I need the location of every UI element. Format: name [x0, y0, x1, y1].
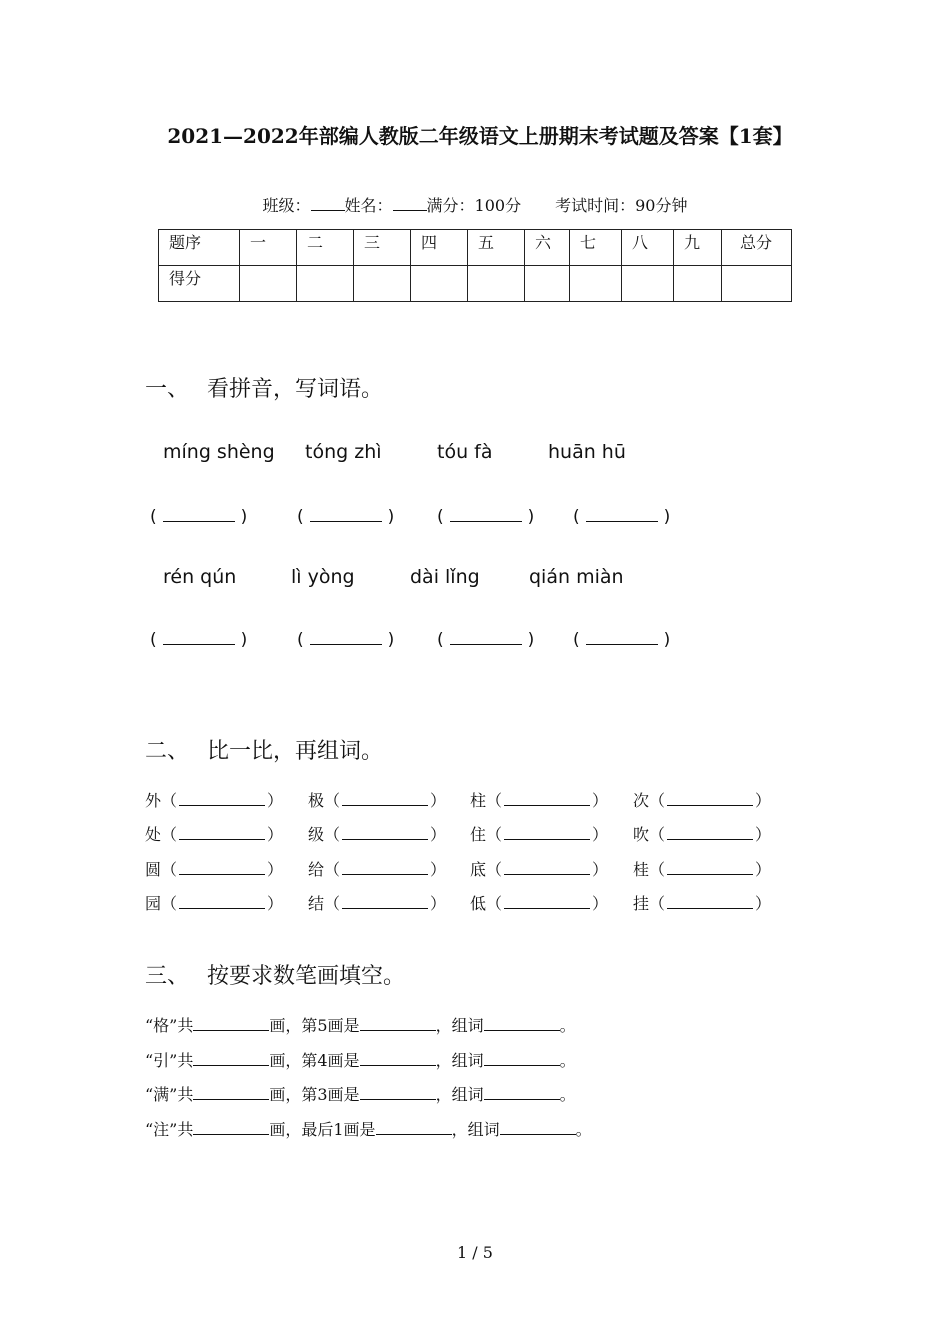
score-header-cell: 题序: [159, 230, 240, 266]
class-blank[interactable]: [311, 194, 345, 211]
section3-title: 按要求数笔画填空。: [207, 964, 406, 989]
score-table-score-row: [159, 266, 792, 302]
pinyin-item: qián miàn: [529, 566, 624, 588]
score-header-cell: 一: [240, 230, 297, 266]
section3-heading: [145, 962, 405, 992]
score-header-cell: 九: [674, 230, 722, 266]
score-header-cell: 二: [297, 230, 354, 266]
page-title: 2021—2022年部编人教版二年级语文上册期末考试题及答案【1套】: [167, 124, 793, 148]
score-cell[interactable]: [622, 266, 674, 302]
compare-item[interactable]: 底（ ）: [470, 860, 609, 879]
answer-blank[interactable]: ( ): [297, 507, 395, 527]
answer-blank[interactable]: ( ): [150, 507, 248, 527]
class-label: 班级：: [262, 196, 311, 215]
compare-item[interactable]: 住（ ）: [470, 825, 609, 844]
section3-number: 三、: [145, 964, 190, 989]
answer-blank[interactable]: ( ): [437, 630, 535, 650]
pinyin-item: lì yòng: [291, 566, 355, 588]
score-header-cell: 总分: [722, 230, 792, 266]
name-blank[interactable]: [393, 194, 427, 211]
score-header-cell: 四: [411, 230, 468, 266]
compare-item[interactable]: 给（ ）: [308, 860, 447, 879]
pinyin-item: tóu fà: [437, 441, 493, 463]
answer-blank[interactable]: ( ): [573, 507, 671, 527]
compare-item[interactable]: 吹（ ）: [633, 825, 772, 844]
answer-blank[interactable]: ( ): [437, 507, 535, 527]
score-cell[interactable]: [354, 266, 411, 302]
score-cell[interactable]: [411, 266, 468, 302]
score-cell[interactable]: [570, 266, 622, 302]
exam-time: 考试时间：90分钟: [555, 196, 688, 215]
score-header-cell: 八: [622, 230, 674, 266]
section1-title: 看拼音，写词语。: [207, 377, 384, 402]
page-number: 1 / 5: [457, 1243, 493, 1262]
answer-blank[interactable]: ( ): [573, 630, 671, 650]
stroke-item[interactable]: “引”共 画，第4画是 ，组词 。: [145, 1051, 576, 1070]
stroke-item[interactable]: “注”共 画，最后1画是 ，组词 。: [145, 1120, 592, 1139]
compare-item[interactable]: 处（ ）: [145, 825, 284, 844]
compare-item[interactable]: 结（ ）: [308, 894, 447, 913]
pinyin-item: huān hū: [548, 441, 626, 463]
compare-item[interactable]: 极（ ）: [308, 791, 447, 810]
score-cell[interactable]: [468, 266, 525, 302]
score-header-cell: 五: [468, 230, 525, 266]
pinyin-item: tóng zhì: [305, 441, 382, 463]
score-cell[interactable]: [297, 266, 354, 302]
score-table-header-row: [159, 230, 792, 266]
exam-info: [0, 194, 950, 218]
score-header-cell: 三: [354, 230, 411, 266]
score-table: [158, 229, 792, 302]
stroke-item[interactable]: “满”共 画，第3画是 ，组词 。: [145, 1085, 576, 1104]
compare-item[interactable]: 次（ ）: [633, 791, 772, 810]
score-row-label: 得分: [159, 266, 240, 302]
score-header-cell: 六: [525, 230, 570, 266]
compare-item[interactable]: 圆（ ）: [145, 860, 284, 879]
section2-number: 二、: [145, 739, 190, 764]
full-score: 满分：100分: [426, 196, 522, 215]
score-cell[interactable]: [674, 266, 722, 302]
score-cell[interactable]: [240, 266, 297, 302]
pinyin-item: dài lǐng: [410, 566, 480, 588]
section2-title: 比一比，再组词。: [207, 739, 384, 764]
score-header-cell: 七: [570, 230, 622, 266]
compare-item[interactable]: 桂（ ）: [633, 860, 772, 879]
answer-blank[interactable]: ( ): [297, 630, 395, 650]
pinyin-item: rén qún: [163, 566, 237, 588]
compare-item[interactable]: 低（ ）: [470, 894, 609, 913]
name-label: 姓名：: [344, 196, 393, 215]
stroke-item[interactable]: “格”共 画，第5画是 ，组词 。: [145, 1016, 576, 1035]
score-cell[interactable]: [722, 266, 792, 302]
compare-item[interactable]: 柱（ ）: [470, 791, 609, 810]
compare-item[interactable]: 挂（ ）: [633, 894, 772, 913]
score-cell[interactable]: [525, 266, 570, 302]
answer-blank[interactable]: ( ): [150, 630, 248, 650]
section1-heading: [145, 375, 383, 405]
compare-item[interactable]: 外（ ）: [145, 791, 284, 810]
section2-heading: [145, 737, 383, 767]
compare-item[interactable]: 级（ ）: [308, 825, 447, 844]
section1-number: 一、: [145, 377, 190, 402]
compare-item[interactable]: 园（ ）: [145, 894, 284, 913]
pinyin-item: míng shèng: [163, 441, 275, 463]
